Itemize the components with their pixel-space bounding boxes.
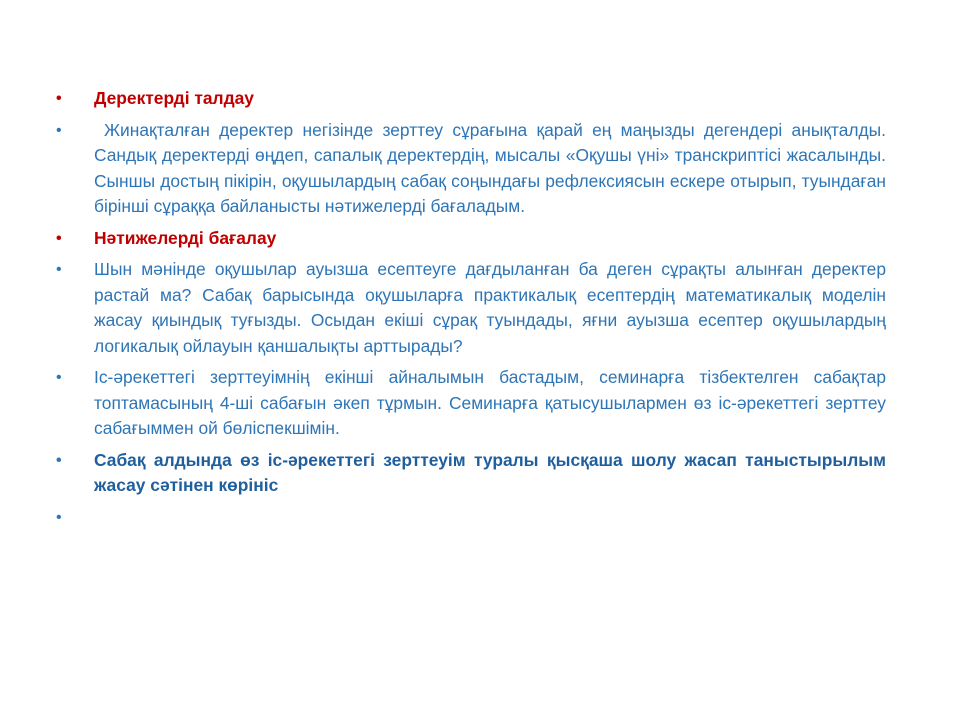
paragraph-text: Шын мәнінде оқушылар ауызша есептеуге дағдыланған ба деген сұрақты алынған деректер растай ма? Сабақ барысында оқушыларға практикалық есептердің математикалық моделін жасау қиындық туғызды. Осыдан екіші сұрақ туындады, яғни ауызша есептер оқушылардың логикалық ойлауын қаншалықты арттырады? (94, 259, 886, 356)
bullet-dot-icon: • (56, 369, 62, 386)
bullet-dot-icon: • (56, 508, 62, 526)
heading-text: Деректерді талдау (94, 88, 254, 108)
bullet-dot-icon: • (56, 261, 62, 278)
paragraph-text: Іс-әрекеттегі зерттеуімнің екінші айналымын бастадым, семинарға тізбектелген сабақтар топтамасының 4-ші сабағын әкеп тұрмын. Семинарға қатысушылармен өз іс-әрекеттегі зерттеу сабағыммен ой бөліспекшімін. (94, 367, 886, 438)
list-item-paragraph (56, 365, 886, 442)
bullet-dot-icon: • (56, 229, 62, 247)
list-item-photo-caption (56, 448, 886, 499)
bullet-dot-icon: • (56, 121, 62, 139)
bullet-dot-icon: • (56, 451, 62, 469)
list-item-results-heading (56, 226, 886, 252)
list-item-paragraph (56, 118, 886, 220)
paragraph-text: Жинақталған деректер негізінде зерттеу сұрағына қарай ең маңызды дегендері анықталды. Сандық деректерді өңдеп, сапалық деректердің, мысалы «Оқушы үні» транскриптісі жасалынды. Сыншы достың пікірін, оқушылардың сабақ соңындағы рефлексиясын ескере отырып, туындаған бірінші сұраққа байланысты нәтижелерді бағаладым. (94, 119, 886, 216)
heading-text: Нәтижелерді бағалау (94, 227, 277, 248)
list-item-data-analysis-heading (56, 86, 886, 112)
caption-text: Сабақ алдында өз іс-әрекеттегі зерттеуім туралы қысқаша шолу жасап таныстырылым жасау сәтінен көрініс (94, 449, 886, 495)
bullet-dot-icon: • (56, 90, 62, 107)
list-item-paragraph (56, 257, 886, 359)
bullet-list (56, 86, 886, 526)
